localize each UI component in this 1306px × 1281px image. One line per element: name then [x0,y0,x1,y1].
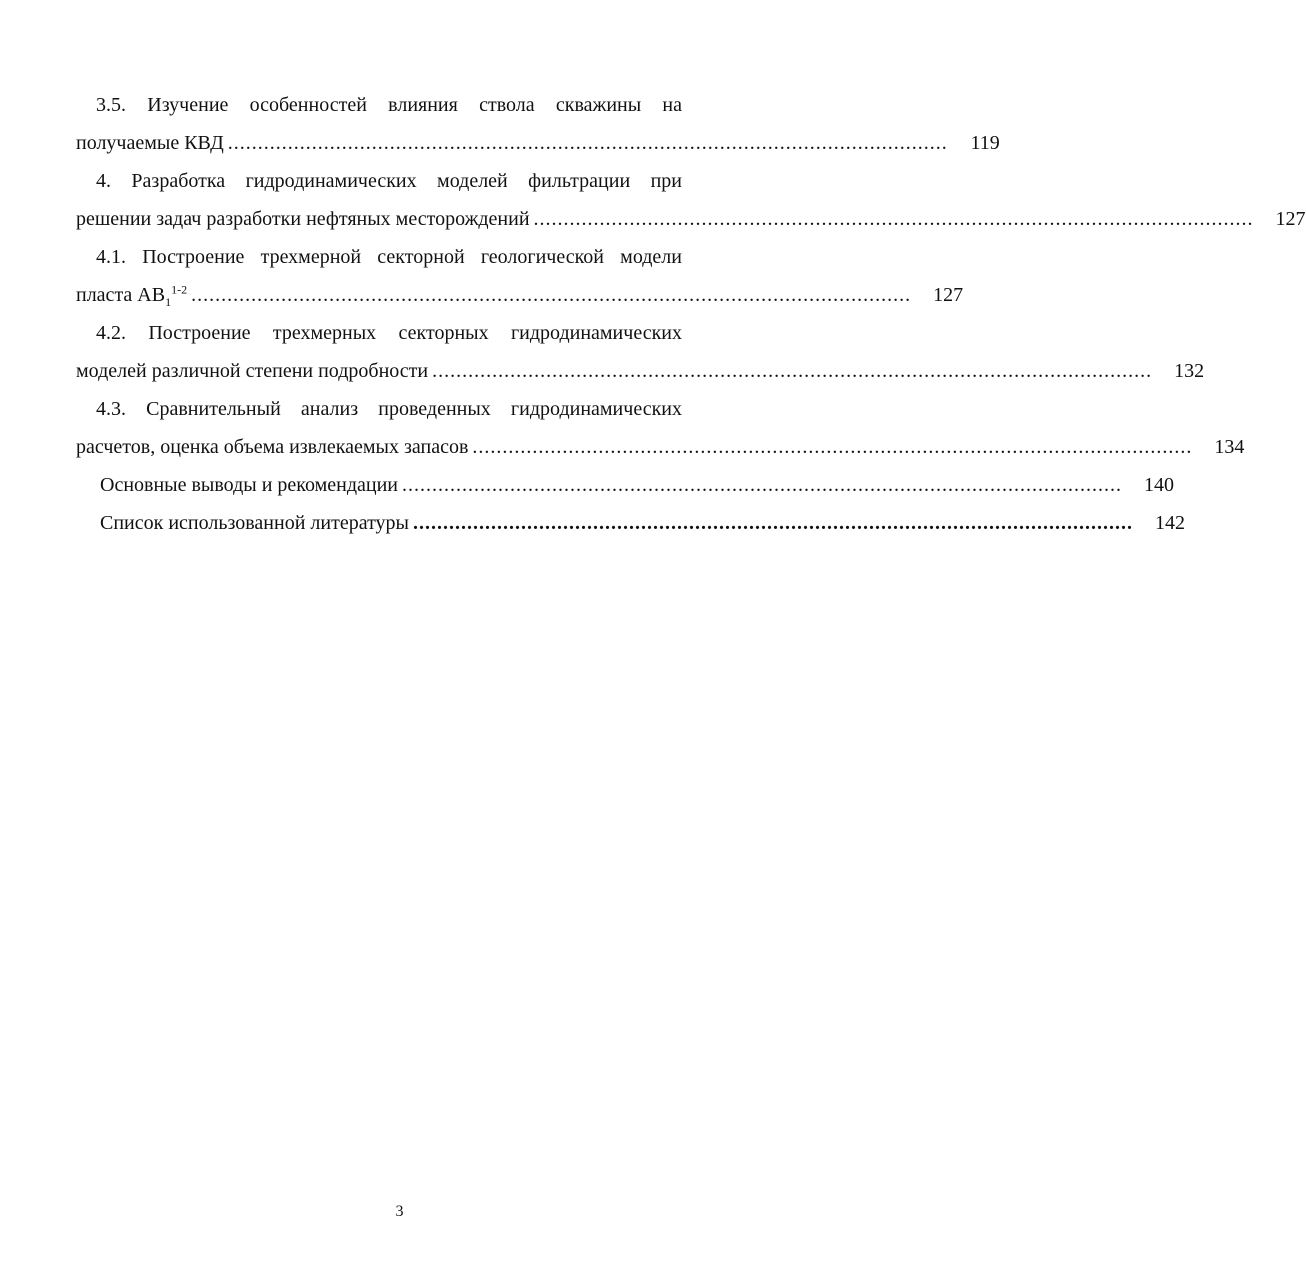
toc-page-number: 119 [970,132,1000,154]
formation-subscript: 1 [165,295,172,309]
toc-entry-title-continued: решении задач разработки нефтяных месторождений [76,208,530,230]
dot-leader: ........................................................................................................................ [412,512,1133,534]
dot-leader: ........................................................................................................................ [533,208,1254,230]
toc-page-number: 134 [1214,436,1245,458]
toc-page-number: 140 [1144,474,1175,496]
toc-entry-4 [76,162,1306,238]
toc-entry-title-continued: моделей различной степени подробности [76,360,429,382]
dot-leader: ........................................................................................................................ [472,436,1193,458]
formation-superscript: 1-2 [171,282,188,297]
toc-entry-title: Основные выводы и рекомендации [100,474,399,496]
toc-entry-4-2 [76,314,1205,390]
dot-leader: ........................................................................................................................ [191,284,912,306]
toc-page-number: 132 [1174,360,1205,382]
dot-leader: ........................................................................................................................ [402,474,1123,496]
toc-entry-4-3 [76,390,1245,466]
dot-leader: ........................................................................................................................ [227,132,948,154]
page-number: 3 [395,1203,404,1220]
toc-entry-title-continued: расчетов, оценка объема извлекаемых запасов [76,436,469,458]
toc-entry-title: 4.3. Сравнительный анализ проведенных гидродинамических [96,398,682,420]
toc-entry-title: Список использованной литературы [100,512,409,534]
toc-entry-conclusions [76,466,1175,504]
toc-page-number: 142 [1154,512,1185,534]
toc-page-number: 127 [933,284,964,306]
dot-leader: ........................................................................................................................ [432,360,1153,382]
toc-entry-3-5 [76,86,1000,162]
toc-entry-title: 4. Разработка гидродинамических моделей фильтрации при [96,170,682,192]
toc-entry-title-continued: получаемые КВД [76,132,224,154]
toc-entry-references [76,504,1185,542]
toc-entry-4-1 [76,238,964,314]
toc-page-number: 127 [1275,208,1306,230]
toc-entry-title: 4.2. Построение трехмерных секторных гидродинамических [96,322,682,344]
table-of-contents [76,86,1306,542]
toc-entry-title: 4.1. Построение трехмерной секторной геологической модели [96,246,682,268]
toc-entry-title: 3.5. Изучение особенностей влияния ствола скважины на [96,94,682,116]
toc-entry-title-continued: пласта $АВ_1^{1-2}$ [76,282,188,309]
